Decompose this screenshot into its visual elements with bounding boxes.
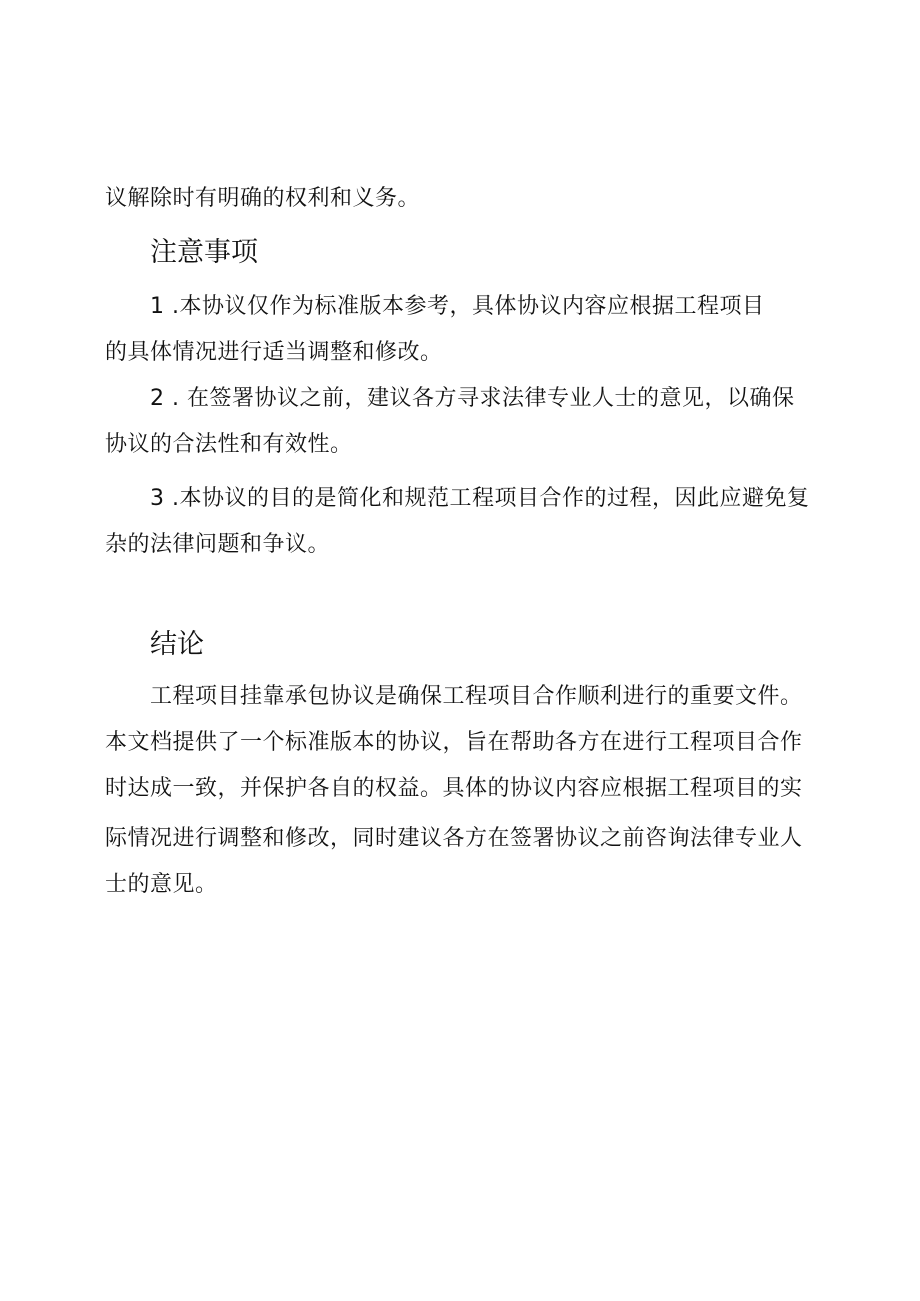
conclusion-line-4: 际情况进行调整和修改，同时建议各方在签署协议之前咨询法律专业人 [105,826,803,851]
note-1-line-2: 的具体情况进行适当调整和修改。 [105,340,443,365]
note-2-line-1: 2 . 在签署协议之前，建议各方寻求法律专业人士的意见，以确保 [150,386,795,411]
note-1-line-1: 1 .本协议仅作为标准版本参考，具体协议内容应根据工程项目 [150,294,765,319]
conclusion-heading: 结论 [150,629,204,660]
note-3-line-1: 3 .本协议的目的是简化和规范工程项目合作的过程，因此应避免复 [150,486,810,511]
conclusion-line-1: 工程项目挂靠承包协议是确保工程项目合作顺利进行的重要文件。 [150,684,803,709]
conclusion-line-5: 士的意见。 [105,872,218,897]
intro-continuation: 议解除时有明确的权利和义务。 [105,186,421,211]
notes-heading: 注意事项 [150,237,258,268]
note-2-line-2: 协议的合法性和有效性。 [105,432,353,457]
note-3-line-2: 杂的法律问题和争议。 [105,532,331,557]
conclusion-line-3: 时达成一致，并保护各自的权益。具体的协议内容应根据工程项目的实 [105,776,803,801]
conclusion-line-2: 本文档提供了一个标准版本的协议，旨在帮助各方在进行工程项目合作 [105,730,803,755]
